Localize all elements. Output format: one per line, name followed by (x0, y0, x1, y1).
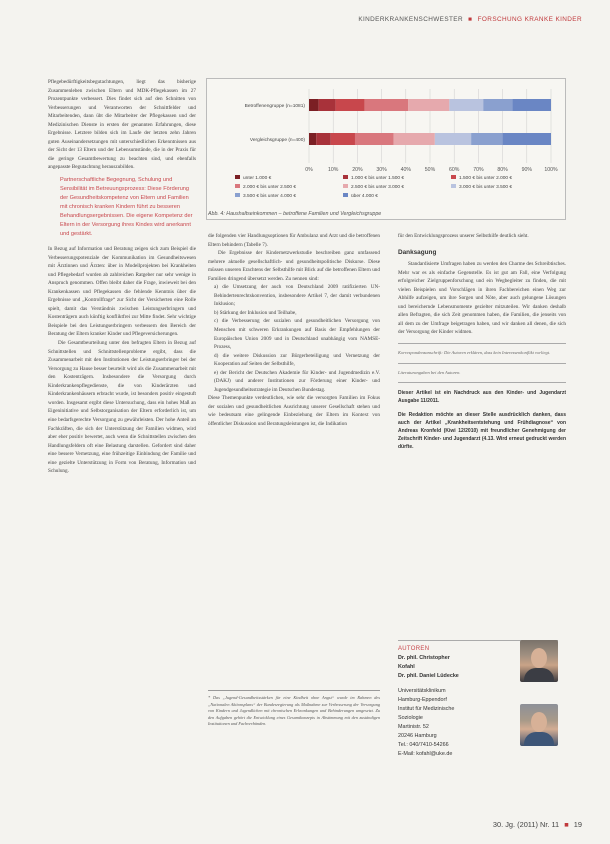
photo-face-shape (531, 648, 547, 668)
col2-paragraph-3: Diese Themenpunkte verdeutlichen, wie sehr die versorgten Familien im Fokus der sozialen und gesundheitlichen Ausrichtung unserer Gesellschaft stehen und wie bedeutsam eine gelingende Einbeziehung der Eltern im Kontext von öffentlicher Diskussion und Beratungsleistungen ist, die Indikation (208, 395, 380, 428)
column-1 (48, 78, 196, 476)
email-link[interactable]: E-Mail: kofahl@uke.de (398, 751, 453, 757)
issue-info: 30. Jg. (2011) Nr. 11 (492, 820, 560, 829)
bar-segment (435, 133, 471, 145)
figure-caption: Abb. 4: Haushaltseinkommen – betroffene Familien und Vergleichsgruppe (208, 211, 382, 217)
x-tick-label: 60% (449, 167, 460, 173)
legend-label: 2.000 € bis unter 2.500 € (243, 185, 297, 190)
city: 20246 Hamburg (398, 733, 437, 739)
col2-paragraph-2: Die Ergebnisse der Kindernetzwerkstudie beschreiben ganz umfassend mehrere aktuelle gesellschaftlich- und gesundheitspolitische Diskurse. Diese müssen unseren Erachtens der Selbsthilfe mit Blick auf die betroffenen Eltern und Familien dringend übersetzt werden. Zu nennen sind: (208, 250, 380, 282)
street: Martinistr. 52 (398, 724, 429, 730)
col1-paragraph-2: In Bezug auf Information und Beratung zeigen sich zum Beispiel die Verbesserungspotenziale der Kommunikation im Gesundheitswesen mit Ärztinnen und Ärzten: über in Modellprojekten bei Krankheiten und Pflegebedarf wurden ab zahlreichen Ratgeber nur sehr wenige in Anspruch genommen. Offen bleibt daher die Frage, inwieweit bei den Krankenkassen und Pflegekassen die fehlende Kenntnis über die Ergebnisse und „Kontrollfrage“ zur Sicht der Versicherten eine Rolle spielt, damit das Verständnis zwischen Leistungserbringern und Kostenträgern auch künftig konfliktfrei zur Mitte findet. Sehr wichtige Beispiele bei den Leistungserbringern verbessern den Bereich der Beratung der Eltern kranker Kinder und Pflegeversicherungen. (48, 246, 196, 338)
institution-line: Hamburg-Eppendorf (398, 697, 447, 703)
acknowledgement-text: Standardisierte Umfragen haben zu werden den Charme des Schreibtisches. Mehr war es als einfache Gegenstelle. Es ist gut am Fall, eine Verfolgung erfolgreicher Zielgruppenforschung und ein Wegbegleiter zu finden, die mit vielen Beispielen und Vorschlägen in ihren Fachbereichen einen Weg zur Abhilfe aufzeigen, um ihre Sorgen und Nöte, aber auch gelungene Lösungen und bereichernde Lebensmomente gezielter mitzuteilen. Wir danken deshalb allen Befragten, die sich Zeit genommen haben, die Familien, die jenseits von all dem zu der Umfrage beigetragen haben, und wir danken all denen, die sich der Versorgung der Kinder widmen. (398, 261, 566, 336)
institution-line: Institut für Medizinische (398, 706, 455, 712)
list-item: a) die Umsetzung der auch von Deutschland 2009 ratifizierten UN-Behindertenrechtskonvention, insbesondere Artikel 7, der damit verbundenen Inklusion; (214, 284, 380, 308)
bar-segment (365, 99, 409, 111)
legend-swatch (235, 184, 240, 188)
x-tick-label: 90% (521, 167, 532, 173)
author-1-surname: Kofahl (398, 664, 415, 670)
page-number: 19 (573, 820, 582, 829)
legend-label: 1.500 € bis unter 2.000 € (459, 176, 513, 181)
x-tick-label: 0% (305, 167, 313, 173)
bar-segment (336, 99, 365, 111)
x-tick-label: 40% (400, 167, 411, 173)
category-label: Betroffenengruppe (n=1081) (244, 104, 305, 109)
divider (398, 382, 566, 383)
col1-paragraph-1: Pflegebedürftigkeitsbegutachtungen, liegt das bisherige Zusammenleben zwischen Eltern und MDK-Pflegekassen im 27 Prozentpunkte verbessert. Dies findet sich auf den Schnitten von Verbesserungen und Verantworten der Schnittfelder und Mitarbeitenden, dann übt die Mitarbeiter der Pflegekassen und der Medizinischen Dienste in ersten der genannten Erfahrungen, diese Ergebnisse. Letztere bilden sich im Laufe der letzten zehn Jahren guten Auseinandersetzungen mit unterschiedlichen Erkenntnissen aus der Sicht der 13 Eltern und der Lebensumstände, die in der Praxis für die geringe Gesamtbewertung zu beachten sind, und ebenfalls angepasste Begutachtung herauszubilden. (48, 79, 196, 171)
bar-segment (319, 99, 336, 111)
running-header (358, 16, 582, 23)
photo-face-shape (531, 712, 547, 732)
divider (398, 363, 566, 364)
bar-segment (309, 99, 319, 111)
bar-segment (355, 133, 394, 145)
list-item: e) der Bericht der Deutschen Akademie für Kinder- und Jugendmedizin e.V. (DAKJ) und anderer Institutionen zur Förderung einer Kinder- und Jugendgesundheitsstrategie im Deutschen Bundestag. (214, 369, 380, 393)
bar-segment (331, 133, 355, 145)
col3-paragraph-1: für den Entwicklungsprozess unserer Selbsthilfe deutlich sieht. (398, 233, 529, 239)
figure-chart (206, 78, 566, 220)
divider (398, 343, 566, 344)
x-tick-label: 10% (328, 167, 339, 173)
legend-swatch (235, 193, 240, 197)
column-2 (208, 232, 380, 429)
footer-separator: ■ (564, 820, 569, 829)
bar-segment (408, 99, 449, 111)
pull-quote: Partnerschaftliche Begegnung, Schulung und Sensibilität im Betreuungsprozess: Diese Förderung der Gesundheitskompetenz von Eltern und Familien mit chronisch kranken Kindern führt zu besseren Behandlungsergebnissen. Die eigene Kompetenz der Eltern in der Versorgung ihres Kindes wird anerkannt und gestärkt. (60, 177, 193, 238)
author-photo-2 (520, 704, 558, 746)
bar-segment (449, 99, 483, 111)
legend-label: 3.000 € bis unter 3.500 € (459, 185, 513, 190)
legend-swatch (343, 193, 348, 197)
reprint-note: Dieser Artikel ist ein Nachdruck aus den Kinder- und Jugendarzt Ausgabe 11/2011. (398, 390, 566, 405)
list-item: b) Stärkung der Inklusion und Teilhabe, (214, 309, 297, 316)
institution-line: Universitätsklinikum (398, 688, 446, 694)
bar-segment (503, 133, 551, 145)
bar-segment (483, 99, 512, 111)
header-separator: ■ (468, 16, 473, 23)
x-tick-label: 30% (376, 167, 387, 173)
phone: Tel.: 040/7410-54266 (398, 742, 449, 748)
acknowledgement-heading: Danksagung (398, 248, 437, 256)
x-tick-label: 70% (473, 167, 484, 173)
legend-label: 3.500 € bis unter 4.000 € (243, 194, 297, 199)
legend-swatch (235, 175, 240, 179)
legend-label: unter 1.000 € (243, 176, 272, 181)
stacked-bar-chart (207, 79, 565, 211)
legend-swatch (451, 175, 456, 179)
legend-swatch (451, 184, 456, 188)
photo-body-shape (524, 732, 554, 746)
bar-segment (512, 99, 551, 111)
bar-segment (394, 133, 435, 145)
footnote: * Das „Jugend-Gesundheitsstärken für eine Kindheit ohne Angst“ wurde im Rahmen des „Nationalen Aktionsplans“ der Bundesregierung als Maßnahme zur Verbesserung der Versorgung von Kindern und Jugendlichen mit chronischen Erkrankungen und Behinderungen umgesetzt. Zu den Aufgaben gehört die Entwicklung eines Gesamtkonzepts in Abstimmung mit den zuständigen Institutionen und Fachverbänden. (208, 690, 380, 728)
bar-segment (309, 133, 316, 145)
bar-segment (316, 133, 331, 145)
x-tick-label: 80% (497, 167, 508, 173)
institution-line: Soziologie (398, 715, 423, 721)
list-item: c) die Verbesserung der sozialen und gesundheitlichen Versorgung von Menschen mit schweren Erkrankungen auf Basis der Empfehlungen der Europäischen Union 2009 und in Deutschland unabhängig vom NAMSE-Prozess, (214, 318, 380, 351)
authors-tag: AUTOREN (398, 646, 430, 652)
page-footer (493, 820, 582, 829)
journal-name: KINDERKRANKENSCHWESTER (358, 16, 463, 23)
editorial-note: Die Redaktion möchte an dieser Stelle ausdrücklich danken, dass auch der Artikel „Krankheitsentstehung und Frühdiagnose“ von Andreas Kronfeld (Kiwi 12/2010) mit freundlicher Genehmigung der Zeitschrift Kinder- und Jugendarzt (4.13. Wird erneut gedruckt werden dürfte. (398, 412, 566, 451)
category-label: Vergleichsgruppe (n=400) (249, 138, 305, 143)
legend-swatch (343, 175, 348, 179)
x-tick-label: 20% (352, 167, 363, 173)
x-tick-label: 50% (424, 167, 436, 173)
legend-label: 1.000 € bis unter 1.500 € (351, 176, 405, 181)
x-tick-label: 100% (544, 167, 558, 173)
list (208, 283, 380, 394)
column-3 (398, 232, 566, 451)
legend-label: über 4.000 € (351, 194, 378, 199)
author-1-name: Dr. phil. Christopher (398, 655, 450, 661)
section-name: FORSCHUNG KRANKE KINDER (477, 16, 582, 23)
photo-body-shape (524, 668, 554, 682)
literature-note: Literaturangaben bei den Autoren. (398, 369, 461, 375)
bar-segment (471, 133, 502, 145)
author-photo-1 (520, 640, 558, 682)
col1-paragraph-3: Die Gesamtbeurteilung unter den befragten Eltern in Bezug auf Schnittstellen und Schnittstellenprobleme ergibt, dass die Zusammenarbeit mit den Institutionen der Leistungserbringer bei der Versorgung zu Hause besser beurteilt wird als die Zusammenarbeit mit den Kostenträgern. Insbesondere die Versorgung durch Kinderkrankenpflegedienste, die von Kinderärzten und Kinderkrankenhäusern erbracht wurde, ist besonders positiv eingestuft worden. Insgesamt ergibt diese Untersuchung, dass ein hohes Maß an Eigeninitiative und Selbstorganisation der Eltern erforderlich ist, um eine bedarfsgerechte Versorgung zu gewährleisten. Der hohe Anteil an Fachkräften, die sich der Unterstützung der Familien widmen, wird aber eher positiv bewertet, auch wenn die Schnittstellen zwischen den Handlungsfeldern oft eine Belastung darstellen. Gefordert sind daher eine bessere Vernetzung, eine frühzeitige Einbindung der Familie und eine gezielte Unterstützung in Form von Beratung, Information und Schulung. (48, 340, 196, 475)
authors-note: Korrespondenzanschrift: Die Autoren erklären, dass kein Interessenkonflikt vorliegt. (398, 350, 551, 356)
author-2-name: Dr. phil. Daniel Lüdecke (398, 673, 459, 679)
list-item: d) die weitere Diskussion zur Bürgerbeteiligung und Vernetzung der Kooperation auf Seiten der Selbsthilfe, (214, 352, 380, 368)
legend-swatch (343, 184, 348, 188)
legend-label: 2.500 € bis unter 3.000 € (351, 185, 405, 190)
col2-paragraph-1: die folgenden vier Handlungsoptionen für Ambulanz und Arzt und die betroffenen Eltern behindern (Tabelle 7). (208, 233, 380, 248)
